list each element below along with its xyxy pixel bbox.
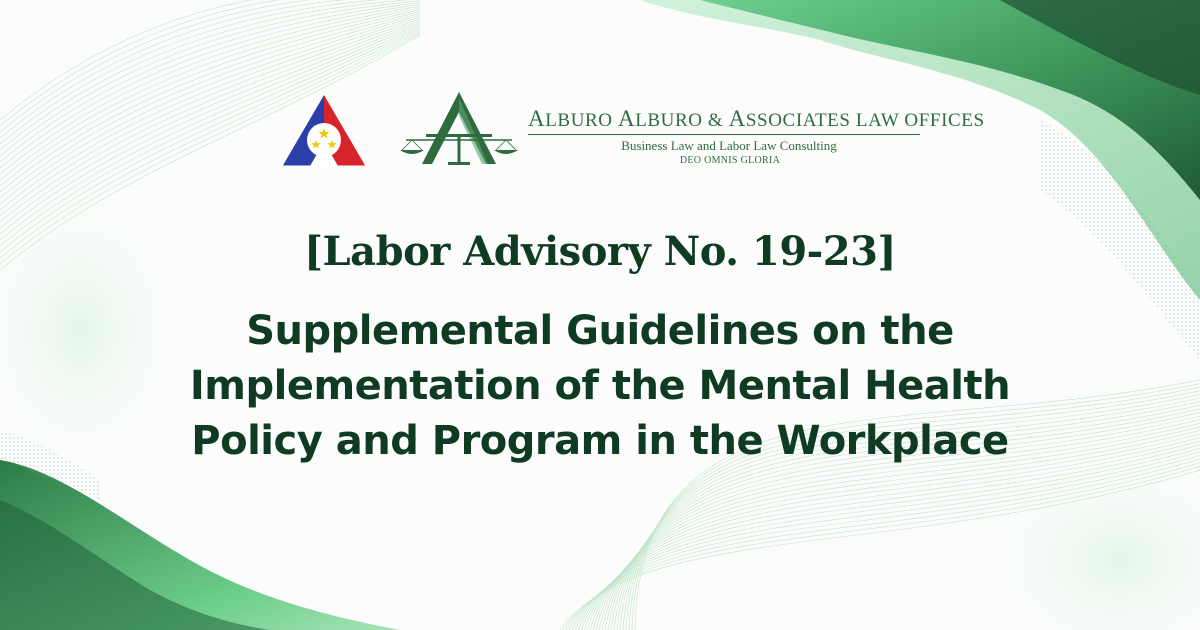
firm-tagline: Business Law and Labor Law Consulting xyxy=(621,138,837,153)
headline xyxy=(100,304,1100,469)
headline-line: Policy and Program in the Workplace xyxy=(191,418,1009,464)
headline-line: Supplemental Guidelines on the xyxy=(246,308,954,354)
firm-wordmark xyxy=(528,106,985,166)
firm-scales-logo xyxy=(396,90,522,168)
firm-name: ALBURO ALBURO & ASSOCIATES LAW OFFICES xyxy=(528,106,920,135)
headline-line: Implementation of the Mental Health xyxy=(189,363,1011,409)
firm-motto: DEO OMNIS GLORIA xyxy=(679,155,781,166)
dole-logo xyxy=(280,92,368,168)
advisory-title: [Labor Advisory No. 19-23] xyxy=(304,228,896,275)
